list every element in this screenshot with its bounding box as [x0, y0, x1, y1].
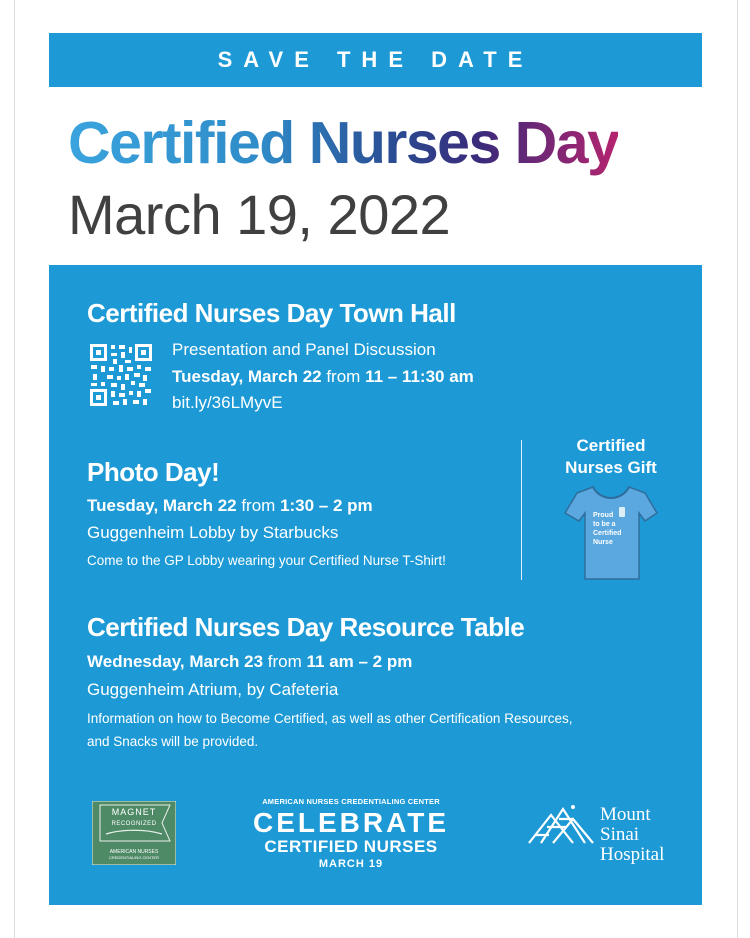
mount-sinai-line2: Sinai	[600, 824, 640, 845]
page-edge-right	[737, 0, 738, 938]
resource-table-from: from	[263, 652, 307, 671]
ancc-org: AMERICAN NURSES CREDENTIALING CENTER	[262, 797, 440, 806]
qr-code-icon[interactable]	[89, 343, 153, 407]
page-title: Certified Nurses Day	[68, 110, 619, 176]
magnet-recognized-logo	[92, 801, 176, 865]
save-the-date-banner	[49, 33, 702, 87]
ancc-celebrate: CELEBRATE	[252, 807, 450, 838]
town-hall-description: Presentation and Panel Discussion	[172, 340, 436, 359]
photo-day-time	[87, 496, 373, 516]
ancc-date: MARCH 19	[318, 858, 384, 870]
resource-table-note-2: and Snacks will be provided.	[87, 734, 259, 749]
mount-sinai-mark-icon	[527, 801, 601, 845]
shirt-text-2: to be a	[593, 521, 616, 528]
section-divider	[521, 440, 522, 580]
gift-title	[541, 435, 681, 479]
town-hall-from: from	[321, 367, 366, 386]
ancc-celebrate-logo	[251, 797, 451, 870]
gift-title-line1: Certified	[576, 436, 646, 455]
resource-table-location: Guggenheim Atrium, by Cafeteria	[87, 680, 339, 699]
photo-day-note: Come to the GP Lobby wearing your Certified Nurse T-Shirt!	[87, 553, 446, 568]
photo-day-location: Guggenheim Lobby by Starbucks	[87, 523, 339, 542]
mount-sinai-line3: Hospital	[600, 844, 665, 865]
resource-table-note-1: Information on how to Become Certified, as well as other Certification Resources,	[87, 711, 573, 726]
gift-title-line2: Nurses Gift	[565, 458, 657, 477]
resource-table-heading: Certified Nurses Day Resource Table	[87, 612, 525, 642]
event-date: March 19, 2022	[68, 183, 451, 246]
t-shirt-icon	[563, 483, 659, 583]
photo-day-heading: Photo Day!	[87, 457, 220, 487]
magnet-org1: AMERICAN NURSES	[109, 849, 159, 855]
magnet-org2: CREDENTIALING CENTER	[108, 855, 160, 860]
page-edge-left	[14, 0, 15, 938]
resource-table-time	[87, 652, 412, 672]
magnet-line2: RECOGNIZED	[111, 821, 157, 827]
town-hall-hours: 11 – 11:30 am	[365, 367, 474, 386]
resource-table-hours: 11 am – 2 pm	[306, 652, 413, 671]
town-hall-day: Tuesday, March 22	[172, 367, 322, 386]
shirt-text-1: Proud	[593, 512, 614, 519]
photo-day-from: from	[236, 496, 281, 515]
town-hall-link[interactable]: bit.ly/36LMyvE	[172, 393, 283, 412]
shirt-text-4: Nurse	[593, 539, 613, 546]
resource-table-day: Wednesday, March 23	[87, 652, 264, 671]
photo-day-hours: 1:30 – 2 pm	[280, 496, 373, 515]
event-details-panel	[49, 265, 702, 905]
shirt-text-3: Certified	[593, 530, 622, 537]
town-hall-heading: Certified Nurses Day Town Hall	[87, 298, 456, 328]
mount-sinai-line1: Mount	[600, 804, 651, 825]
magnet-line1: MAGNET	[111, 807, 157, 817]
ancc-certified-nurses: CERTIFIED NURSES	[264, 837, 438, 856]
town-hall-time	[172, 367, 474, 387]
mount-sinai-wordmark	[600, 805, 664, 865]
banner-text: SAVE THE DATE	[217, 47, 534, 72]
photo-day-day: Tuesday, March 22	[87, 496, 237, 515]
